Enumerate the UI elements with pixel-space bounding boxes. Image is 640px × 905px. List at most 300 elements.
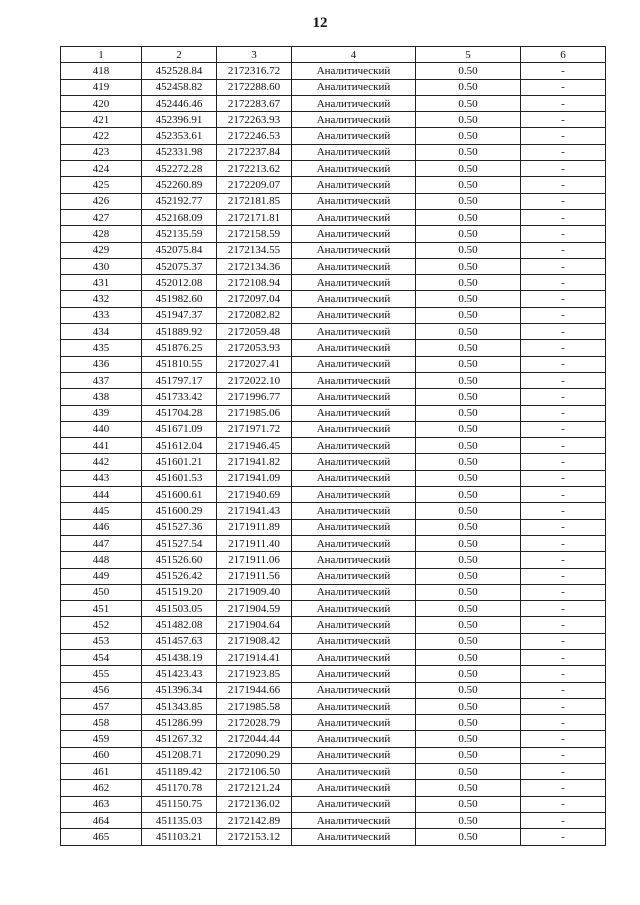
x-coordinate-cell: 451526.42 <box>142 568 217 584</box>
point-number-cell: 433 <box>61 307 142 323</box>
accuracy-cell: 0.50 <box>416 698 521 714</box>
accuracy-cell: 0.50 <box>416 307 521 323</box>
method-cell: Аналитический <box>292 633 416 649</box>
table-row <box>61 112 606 128</box>
point-number-cell: 451 <box>61 601 142 617</box>
method-cell: Аналитический <box>292 698 416 714</box>
table-row <box>61 682 606 698</box>
method-cell: Аналитический <box>292 372 416 388</box>
point-number-cell: 436 <box>61 356 142 372</box>
y-coordinate-cell: 2172316.72 <box>217 63 292 79</box>
note-cell: - <box>521 438 606 454</box>
accuracy-cell: 0.50 <box>416 177 521 193</box>
table-row <box>61 79 606 95</box>
note-cell: - <box>521 731 606 747</box>
x-coordinate-cell: 451103.21 <box>142 829 217 845</box>
y-coordinate-cell: 2171941.09 <box>217 470 292 486</box>
accuracy-cell: 0.50 <box>416 389 521 405</box>
table-row <box>61 389 606 405</box>
table-row <box>61 258 606 274</box>
method-cell: Аналитический <box>292 747 416 763</box>
x-coordinate-cell: 451526.60 <box>142 552 217 568</box>
y-coordinate-cell: 2172082.82 <box>217 307 292 323</box>
y-coordinate-cell: 2171911.56 <box>217 568 292 584</box>
note-cell: - <box>521 470 606 486</box>
note-cell: - <box>521 535 606 551</box>
point-number-cell: 444 <box>61 487 142 503</box>
table-row <box>61 487 606 503</box>
x-coordinate-cell: 451527.54 <box>142 535 217 551</box>
accuracy-cell: 0.50 <box>416 226 521 242</box>
table-row <box>61 666 606 682</box>
x-coordinate-cell: 451947.37 <box>142 307 217 323</box>
method-cell: Аналитический <box>292 405 416 421</box>
point-number-cell: 434 <box>61 324 142 340</box>
point-number-cell: 463 <box>61 796 142 812</box>
accuracy-cell: 0.50 <box>416 535 521 551</box>
accuracy-cell: 0.50 <box>416 454 521 470</box>
x-coordinate-cell: 452458.82 <box>142 79 217 95</box>
point-number-cell: 446 <box>61 519 142 535</box>
method-cell: Аналитический <box>292 177 416 193</box>
accuracy-cell: 0.50 <box>416 796 521 812</box>
table-row <box>61 372 606 388</box>
y-coordinate-cell: 2172022.10 <box>217 372 292 388</box>
accuracy-cell: 0.50 <box>416 209 521 225</box>
table-row <box>61 95 606 111</box>
y-coordinate-cell: 2171996.77 <box>217 389 292 405</box>
method-cell: Аналитический <box>292 291 416 307</box>
note-cell: - <box>521 454 606 470</box>
point-number-cell: 464 <box>61 812 142 828</box>
point-number-cell: 454 <box>61 649 142 665</box>
x-coordinate-cell: 452260.89 <box>142 177 217 193</box>
y-coordinate-cell: 2172108.94 <box>217 275 292 291</box>
table-row <box>61 535 606 551</box>
method-cell: Аналитический <box>292 356 416 372</box>
note-cell: - <box>521 63 606 79</box>
accuracy-cell: 0.50 <box>416 324 521 340</box>
method-cell: Аналитический <box>292 161 416 177</box>
method-cell: Аналитический <box>292 144 416 160</box>
y-coordinate-cell: 2171911.40 <box>217 535 292 551</box>
note-cell: - <box>521 649 606 665</box>
point-number-cell: 438 <box>61 389 142 405</box>
x-coordinate-cell: 451671.09 <box>142 421 217 437</box>
note-cell: - <box>521 307 606 323</box>
note-cell: - <box>521 405 606 421</box>
note-cell: - <box>521 193 606 209</box>
column-header: 3 <box>217 47 292 63</box>
x-coordinate-cell: 451343.85 <box>142 698 217 714</box>
x-coordinate-cell: 451612.04 <box>142 438 217 454</box>
accuracy-cell: 0.50 <box>416 568 521 584</box>
y-coordinate-cell: 2172136.02 <box>217 796 292 812</box>
note-cell: - <box>521 682 606 698</box>
table-row <box>61 454 606 470</box>
table-row <box>61 193 606 209</box>
method-cell: Аналитический <box>292 731 416 747</box>
y-coordinate-cell: 2172181.85 <box>217 193 292 209</box>
y-coordinate-cell: 2172053.93 <box>217 340 292 356</box>
method-cell: Аналитический <box>292 584 416 600</box>
point-number-cell: 457 <box>61 698 142 714</box>
x-coordinate-cell: 452168.09 <box>142 209 217 225</box>
y-coordinate-cell: 2172283.67 <box>217 95 292 111</box>
accuracy-cell: 0.50 <box>416 829 521 845</box>
x-coordinate-cell: 452396.91 <box>142 112 217 128</box>
note-cell: - <box>521 633 606 649</box>
point-number-cell: 419 <box>61 79 142 95</box>
note-cell: - <box>521 372 606 388</box>
accuracy-cell: 0.50 <box>416 812 521 828</box>
table-row <box>61 568 606 584</box>
point-number-cell: 461 <box>61 764 142 780</box>
point-number-cell: 427 <box>61 209 142 225</box>
note-cell: - <box>521 128 606 144</box>
accuracy-cell: 0.50 <box>416 95 521 111</box>
coordinates-table <box>60 46 606 846</box>
y-coordinate-cell: 2172134.36 <box>217 258 292 274</box>
method-cell: Аналитический <box>292 780 416 796</box>
accuracy-cell: 0.50 <box>416 764 521 780</box>
accuracy-cell: 0.50 <box>416 421 521 437</box>
y-coordinate-cell: 2172288.60 <box>217 79 292 95</box>
method-cell: Аналитический <box>292 438 416 454</box>
point-number-cell: 458 <box>61 715 142 731</box>
y-coordinate-cell: 2171944.66 <box>217 682 292 698</box>
method-cell: Аналитический <box>292 796 416 812</box>
table-row <box>61 601 606 617</box>
accuracy-cell: 0.50 <box>416 291 521 307</box>
note-cell: - <box>521 829 606 845</box>
method-cell: Аналитический <box>292 617 416 633</box>
x-coordinate-cell: 451438.19 <box>142 649 217 665</box>
table-row <box>61 796 606 812</box>
accuracy-cell: 0.50 <box>416 470 521 486</box>
note-cell: - <box>521 796 606 812</box>
y-coordinate-cell: 2172097.04 <box>217 291 292 307</box>
y-coordinate-cell: 2172209.07 <box>217 177 292 193</box>
table-row <box>61 226 606 242</box>
y-coordinate-cell: 2171941.82 <box>217 454 292 470</box>
x-coordinate-cell: 451503.05 <box>142 601 217 617</box>
y-coordinate-cell: 2172246.53 <box>217 128 292 144</box>
note-cell: - <box>521 161 606 177</box>
table-row <box>61 519 606 535</box>
accuracy-cell: 0.50 <box>416 617 521 633</box>
point-number-cell: 423 <box>61 144 142 160</box>
point-number-cell: 449 <box>61 568 142 584</box>
accuracy-cell: 0.50 <box>416 79 521 95</box>
y-coordinate-cell: 2171985.06 <box>217 405 292 421</box>
x-coordinate-cell: 451733.42 <box>142 389 217 405</box>
note-cell: - <box>521 324 606 340</box>
table-row <box>61 470 606 486</box>
y-coordinate-cell: 2172090.29 <box>217 747 292 763</box>
column-header: 2 <box>142 47 217 63</box>
method-cell: Аналитический <box>292 503 416 519</box>
note-cell: - <box>521 698 606 714</box>
table-row <box>61 340 606 356</box>
table-row <box>61 617 606 633</box>
point-number-cell: 465 <box>61 829 142 845</box>
method-cell: Аналитический <box>292 79 416 95</box>
point-number-cell: 424 <box>61 161 142 177</box>
method-cell: Аналитический <box>292 226 416 242</box>
note-cell: - <box>521 291 606 307</box>
point-number-cell: 418 <box>61 63 142 79</box>
accuracy-cell: 0.50 <box>416 584 521 600</box>
note-cell: - <box>521 226 606 242</box>
x-coordinate-cell: 451519.20 <box>142 584 217 600</box>
y-coordinate-cell: 2171908.42 <box>217 633 292 649</box>
x-coordinate-cell: 451797.17 <box>142 372 217 388</box>
accuracy-cell: 0.50 <box>416 193 521 209</box>
point-number-cell: 459 <box>61 731 142 747</box>
table-row <box>61 209 606 225</box>
note-cell: - <box>521 421 606 437</box>
table-row <box>61 552 606 568</box>
accuracy-cell: 0.50 <box>416 731 521 747</box>
accuracy-cell: 0.50 <box>416 242 521 258</box>
point-number-cell: 440 <box>61 421 142 437</box>
table-row <box>61 144 606 160</box>
y-coordinate-cell: 2171914.41 <box>217 649 292 665</box>
y-coordinate-cell: 2172171.81 <box>217 209 292 225</box>
x-coordinate-cell: 451810.55 <box>142 356 217 372</box>
accuracy-cell: 0.50 <box>416 112 521 128</box>
table-row <box>61 242 606 258</box>
method-cell: Аналитический <box>292 666 416 682</box>
method-cell: Аналитический <box>292 340 416 356</box>
accuracy-cell: 0.50 <box>416 715 521 731</box>
table-body <box>61 63 606 845</box>
table-row <box>61 405 606 421</box>
x-coordinate-cell: 451189.42 <box>142 764 217 780</box>
accuracy-cell: 0.50 <box>416 258 521 274</box>
accuracy-cell: 0.50 <box>416 275 521 291</box>
table-row <box>61 324 606 340</box>
column-header: 6 <box>521 47 606 63</box>
y-coordinate-cell: 2172028.79 <box>217 715 292 731</box>
y-coordinate-cell: 2171909.40 <box>217 584 292 600</box>
point-number-cell: 430 <box>61 258 142 274</box>
point-number-cell: 439 <box>61 405 142 421</box>
x-coordinate-cell: 451527.36 <box>142 519 217 535</box>
x-coordinate-cell: 452192.77 <box>142 193 217 209</box>
x-coordinate-cell: 451170.78 <box>142 780 217 796</box>
x-coordinate-cell: 452331.98 <box>142 144 217 160</box>
method-cell: Аналитический <box>292 193 416 209</box>
note-cell: - <box>521 79 606 95</box>
table-row <box>61 812 606 828</box>
y-coordinate-cell: 2171911.06 <box>217 552 292 568</box>
point-number-cell: 443 <box>61 470 142 486</box>
page-number: 12 <box>312 15 328 31</box>
accuracy-cell: 0.50 <box>416 666 521 682</box>
x-coordinate-cell: 452446.46 <box>142 95 217 111</box>
y-coordinate-cell: 2172106.50 <box>217 764 292 780</box>
table-row <box>61 438 606 454</box>
x-coordinate-cell: 452272.28 <box>142 161 217 177</box>
table-row <box>61 780 606 796</box>
x-coordinate-cell: 451601.21 <box>142 454 217 470</box>
table-row <box>61 291 606 307</box>
method-cell: Аналитический <box>292 535 416 551</box>
method-cell: Аналитический <box>292 258 416 274</box>
column-header: 4 <box>292 47 416 63</box>
table-row <box>61 829 606 845</box>
table-row <box>61 421 606 437</box>
method-cell: Аналитический <box>292 112 416 128</box>
y-coordinate-cell: 2171946.45 <box>217 438 292 454</box>
point-number-cell: 453 <box>61 633 142 649</box>
method-cell: Аналитический <box>292 275 416 291</box>
table-row <box>61 161 606 177</box>
y-coordinate-cell: 2171971.72 <box>217 421 292 437</box>
point-number-cell: 421 <box>61 112 142 128</box>
note-cell: - <box>521 503 606 519</box>
note-cell: - <box>521 340 606 356</box>
x-coordinate-cell: 451208.71 <box>142 747 217 763</box>
method-cell: Аналитический <box>292 649 416 665</box>
table-row <box>61 731 606 747</box>
method-cell: Аналитический <box>292 389 416 405</box>
table-row <box>61 764 606 780</box>
method-cell: Аналитический <box>292 128 416 144</box>
accuracy-cell: 0.50 <box>416 340 521 356</box>
method-cell: Аналитический <box>292 519 416 535</box>
note-cell: - <box>521 812 606 828</box>
accuracy-cell: 0.50 <box>416 161 521 177</box>
method-cell: Аналитический <box>292 209 416 225</box>
table-row <box>61 356 606 372</box>
method-cell: Аналитический <box>292 307 416 323</box>
method-cell: Аналитический <box>292 682 416 698</box>
method-cell: Аналитический <box>292 829 416 845</box>
y-coordinate-cell: 2171941.43 <box>217 503 292 519</box>
point-number-cell: 452 <box>61 617 142 633</box>
x-coordinate-cell: 452012.08 <box>142 275 217 291</box>
y-coordinate-cell: 2172027.41 <box>217 356 292 372</box>
x-coordinate-cell: 451457.63 <box>142 633 217 649</box>
table-row <box>61 633 606 649</box>
x-coordinate-cell: 452075.84 <box>142 242 217 258</box>
note-cell: - <box>521 144 606 160</box>
accuracy-cell: 0.50 <box>416 63 521 79</box>
accuracy-cell: 0.50 <box>416 487 521 503</box>
note-cell: - <box>521 356 606 372</box>
accuracy-cell: 0.50 <box>416 372 521 388</box>
table-row <box>61 307 606 323</box>
x-coordinate-cell: 451600.29 <box>142 503 217 519</box>
method-cell: Аналитический <box>292 601 416 617</box>
accuracy-cell: 0.50 <box>416 780 521 796</box>
y-coordinate-cell: 2172134.55 <box>217 242 292 258</box>
table-row <box>61 128 606 144</box>
accuracy-cell: 0.50 <box>416 649 521 665</box>
accuracy-cell: 0.50 <box>416 438 521 454</box>
x-coordinate-cell: 452528.84 <box>142 63 217 79</box>
x-coordinate-cell: 451982.60 <box>142 291 217 307</box>
y-coordinate-cell: 2172158.59 <box>217 226 292 242</box>
note-cell: - <box>521 617 606 633</box>
note-cell: - <box>521 584 606 600</box>
x-coordinate-cell: 451135.03 <box>142 812 217 828</box>
accuracy-cell: 0.50 <box>416 144 521 160</box>
note-cell: - <box>521 242 606 258</box>
table-row <box>61 275 606 291</box>
note-cell: - <box>521 275 606 291</box>
point-number-cell: 429 <box>61 242 142 258</box>
column-header: 1 <box>61 47 142 63</box>
method-cell: Аналитический <box>292 487 416 503</box>
x-coordinate-cell: 451889.92 <box>142 324 217 340</box>
point-number-cell: 437 <box>61 372 142 388</box>
accuracy-cell: 0.50 <box>416 405 521 421</box>
x-coordinate-cell: 451482.08 <box>142 617 217 633</box>
point-number-cell: 428 <box>61 226 142 242</box>
note-cell: - <box>521 112 606 128</box>
accuracy-cell: 0.50 <box>416 552 521 568</box>
y-coordinate-cell: 2172059.48 <box>217 324 292 340</box>
point-number-cell: 435 <box>61 340 142 356</box>
y-coordinate-cell: 2171911.89 <box>217 519 292 535</box>
x-coordinate-cell: 451286.99 <box>142 715 217 731</box>
point-number-cell: 426 <box>61 193 142 209</box>
point-number-cell: 442 <box>61 454 142 470</box>
point-number-cell: 431 <box>61 275 142 291</box>
y-coordinate-cell: 2171904.64 <box>217 617 292 633</box>
table-row <box>61 584 606 600</box>
point-number-cell: 420 <box>61 95 142 111</box>
x-coordinate-cell: 452135.59 <box>142 226 217 242</box>
accuracy-cell: 0.50 <box>416 519 521 535</box>
x-coordinate-cell: 451396.34 <box>142 682 217 698</box>
table-row <box>61 177 606 193</box>
point-number-cell: 441 <box>61 438 142 454</box>
y-coordinate-cell: 2171923.85 <box>217 666 292 682</box>
note-cell: - <box>521 209 606 225</box>
method-cell: Аналитический <box>292 421 416 437</box>
method-cell: Аналитический <box>292 95 416 111</box>
point-number-cell: 462 <box>61 780 142 796</box>
point-number-cell: 455 <box>61 666 142 682</box>
note-cell: - <box>521 95 606 111</box>
method-cell: Аналитический <box>292 242 416 258</box>
x-coordinate-cell: 451267.32 <box>142 731 217 747</box>
point-number-cell: 450 <box>61 584 142 600</box>
x-coordinate-cell: 451876.25 <box>142 340 217 356</box>
table-row <box>61 698 606 714</box>
table-row <box>61 63 606 79</box>
point-number-cell: 432 <box>61 291 142 307</box>
method-cell: Аналитический <box>292 568 416 584</box>
accuracy-cell: 0.50 <box>416 747 521 763</box>
y-coordinate-cell: 2171904.59 <box>217 601 292 617</box>
x-coordinate-cell: 451423.43 <box>142 666 217 682</box>
accuracy-cell: 0.50 <box>416 601 521 617</box>
note-cell: - <box>521 601 606 617</box>
accuracy-cell: 0.50 <box>416 128 521 144</box>
x-coordinate-cell: 452075.37 <box>142 258 217 274</box>
note-cell: - <box>521 552 606 568</box>
point-number-cell: 460 <box>61 747 142 763</box>
y-coordinate-cell: 2172153.12 <box>217 829 292 845</box>
point-number-cell: 456 <box>61 682 142 698</box>
method-cell: Аналитический <box>292 552 416 568</box>
